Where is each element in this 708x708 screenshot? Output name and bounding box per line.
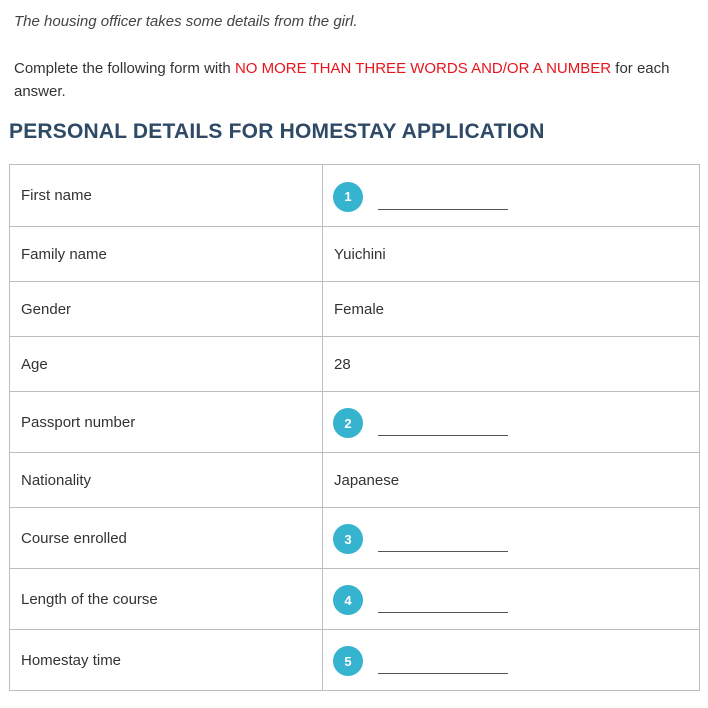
intro-text: The housing officer takes some details from the girl. bbox=[14, 13, 358, 30]
row-label: Family name bbox=[10, 227, 323, 282]
question-number-badge: 4 bbox=[333, 585, 363, 615]
answer-blank[interactable] bbox=[378, 209, 508, 210]
homestay-form-table bbox=[9, 164, 700, 691]
row-value: Japanese bbox=[323, 453, 700, 508]
form-row-first-name bbox=[10, 165, 700, 227]
answer-cell[interactable] bbox=[323, 508, 700, 569]
answer-cell[interactable] bbox=[323, 630, 700, 691]
answer-cell[interactable] bbox=[323, 165, 700, 227]
form-row-passport-number bbox=[10, 392, 700, 453]
answer-blank[interactable] bbox=[378, 612, 508, 613]
answer-cell[interactable] bbox=[323, 569, 700, 630]
question-number-badge: 5 bbox=[333, 646, 363, 676]
form-row-family-name bbox=[10, 227, 700, 282]
answer-blank[interactable] bbox=[378, 673, 508, 674]
row-label: Length of the course bbox=[10, 569, 323, 630]
answer-blank[interactable] bbox=[378, 551, 508, 552]
row-label: First name bbox=[10, 165, 323, 227]
row-label: Age bbox=[10, 337, 323, 392]
row-label: Homestay time bbox=[10, 630, 323, 691]
form-row-course-enrolled bbox=[10, 508, 700, 569]
row-label: Gender bbox=[10, 282, 323, 337]
form-title: PERSONAL DETAILS FOR HOMESTAY APPLICATION bbox=[9, 120, 545, 143]
form-row-gender bbox=[10, 282, 700, 337]
row-value: Female bbox=[323, 282, 700, 337]
answer-blank[interactable] bbox=[378, 435, 508, 436]
instructions bbox=[14, 57, 694, 103]
row-label: Passport number bbox=[10, 392, 323, 453]
form-row-homestay-time bbox=[10, 630, 700, 691]
form-row-nationality bbox=[10, 453, 700, 508]
form-row-course-length bbox=[10, 569, 700, 630]
instructions-word-limit: NO MORE THAN THREE WORDS AND/OR A NUMBER bbox=[234, 60, 612, 77]
answer-cell[interactable] bbox=[323, 392, 700, 453]
row-value: Yuichini bbox=[323, 227, 700, 282]
instructions-before: Complete the following form with bbox=[14, 60, 235, 77]
question-number-badge: 2 bbox=[333, 408, 363, 438]
row-label: Course enrolled bbox=[10, 508, 323, 569]
question-number-badge: 3 bbox=[333, 524, 363, 554]
form-row-age bbox=[10, 337, 700, 392]
instructions-after: for each answer. bbox=[14, 60, 670, 100]
row-value: 28 bbox=[323, 337, 700, 392]
row-label: Nationality bbox=[10, 453, 323, 508]
question-number-badge: 1 bbox=[333, 182, 363, 212]
